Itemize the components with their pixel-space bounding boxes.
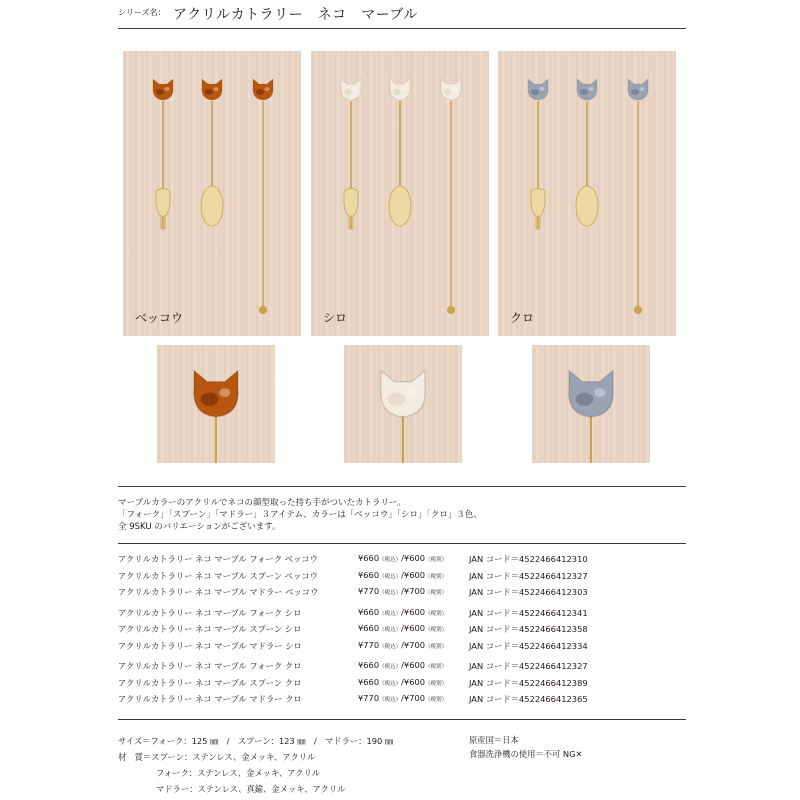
- jan-code: JAN コード＝4522466412341: [469, 608, 588, 618]
- price-tax-in: ¥660: [358, 553, 380, 563]
- jan-code: JAN コード＝4522466412327: [469, 571, 588, 581]
- price-tax-in: ¥660: [358, 677, 380, 687]
- cat-head-closeup: [532, 345, 650, 463]
- cutlery-set-illustration: [311, 51, 489, 336]
- description-line: 「フォーク」「スプーン」「マドラー」３アイテム、カラーは「ベッコウ」「シロ」「クロ」３色、: [118, 510, 482, 520]
- photo-shiro-set: [311, 51, 489, 336]
- product-price: [358, 586, 447, 596]
- cat-head-fork: [153, 79, 173, 100]
- jan-code: JAN コード＝4522466412365: [469, 694, 588, 704]
- jan-code: JAN コード＝4522466412303: [469, 587, 588, 597]
- product-price: [358, 677, 447, 687]
- product-price: [358, 607, 447, 617]
- cutlery-set-illustration: [498, 51, 676, 336]
- description-line: マーブルカラーのアクリルでネコの顔型取った持ち手がついたカトラリー。: [118, 498, 406, 508]
- tax-in-note: （税込）: [379, 681, 402, 687]
- jan-code: JAN コード＝4522466412327: [469, 661, 588, 671]
- cat-head-large: [381, 371, 425, 417]
- material-spec-spoon: [118, 749, 393, 765]
- cat-head-spoon: [577, 79, 597, 100]
- cat-head-closeup: [157, 345, 275, 463]
- price-tax-ex: /¥600: [401, 660, 426, 670]
- fork-head: [344, 189, 358, 230]
- product-price: [358, 640, 447, 650]
- jan-code: JAN コード＝4522466412310: [469, 554, 588, 564]
- madler-ball: [259, 306, 267, 314]
- description-divider: [118, 486, 686, 487]
- material-fork: フォーク：ステンレス、金メッキ、アクリル: [156, 768, 321, 778]
- price-tax-in: ¥660: [358, 607, 380, 617]
- cat-head-madler: [628, 79, 648, 100]
- product-name: アクリルカトラリー ネコ マーブル マドラー シロ: [118, 641, 302, 651]
- material-spoon: スプーン：ステンレス、金メッキ、アクリル: [151, 752, 316, 762]
- price-tax-in: ¥660: [358, 660, 380, 670]
- jan-code: JAN コード＝4522466412334: [469, 641, 588, 651]
- closeup-shiro: [344, 345, 462, 463]
- product-name: アクリルカトラリー ネコ マーブル スプーン ベッコウ: [118, 571, 318, 581]
- tax-ex-note: （税別）: [425, 697, 448, 703]
- price-tax-ex: /¥600: [401, 677, 426, 687]
- product-price: [358, 623, 447, 633]
- price-tax-ex: /¥700: [401, 586, 426, 596]
- tax-in-note: （税込）: [379, 611, 402, 617]
- material-label: 材 質＝: [118, 752, 152, 762]
- cat-head-fork: [341, 79, 361, 100]
- product-name: アクリルカトラリー ネコ マーブル スプーン シロ: [118, 624, 302, 634]
- cat-head-madler: [441, 79, 461, 100]
- price-tax-ex: /¥600: [401, 553, 426, 563]
- specs-divider: [118, 719, 686, 720]
- tax-ex-note: （税別）: [425, 681, 448, 687]
- description-line: 全 9SKU のバリエーションがございます。: [118, 522, 281, 532]
- product-price: [358, 660, 447, 670]
- tax-ex-note: （税別）: [425, 664, 448, 670]
- tax-ex-note: （税別）: [425, 574, 448, 580]
- product-name: アクリルカトラリー ネコ マーブル マドラー クロ: [118, 694, 302, 704]
- price-tax-ex: /¥700: [401, 693, 426, 703]
- photo-kuro-set: [498, 51, 676, 336]
- spoon-bowl: [389, 186, 411, 226]
- spec-block: [118, 733, 393, 797]
- cutlery-set-illustration: [123, 51, 301, 336]
- tax-ex-note: （税別）: [425, 557, 448, 563]
- tax-in-note: （税込）: [379, 644, 402, 650]
- price-tax-in: ¥770: [358, 640, 380, 650]
- cat-head-closeup: [344, 345, 462, 463]
- jan-code: JAN コード＝4522466412358: [469, 624, 588, 634]
- jan-code: JAN コード＝4522466412389: [469, 678, 588, 688]
- size-spec: サイズ＝フォーク：125 ㎜ / スプーン：123 ㎜ / マドラー：190 ㎜: [118, 736, 394, 746]
- product-name: アクリルカトラリー ネコ マーブル フォーク シロ: [118, 608, 302, 618]
- price-tax-in: ¥770: [358, 693, 380, 703]
- price-tax-in: ¥660: [358, 570, 380, 580]
- products-divider: [118, 543, 686, 544]
- header-divider: [118, 28, 686, 29]
- tax-in-note: （税込）: [379, 590, 402, 596]
- product-name: アクリルカトラリー ネコ マーブル マドラー ベッコウ: [118, 587, 319, 597]
- price-tax-ex: /¥600: [401, 623, 426, 633]
- cat-head-madler: [253, 79, 273, 100]
- spoon-bowl: [201, 186, 223, 226]
- material-spec-madler: [118, 781, 393, 797]
- series-name: アクリルカトラリー ネコ マーブル: [173, 7, 418, 23]
- cat-head-large: [194, 371, 238, 417]
- price-tax-ex: /¥600: [401, 570, 426, 580]
- material-madler: マドラー：ステンレス、真鍮、金メッキ、アクリル: [156, 784, 346, 794]
- closeup-kuro: [532, 345, 650, 463]
- product-price: [358, 570, 447, 580]
- origin-country: 原産国＝日本: [469, 735, 519, 745]
- tax-ex-note: （税別）: [425, 627, 448, 633]
- price-tax-in: ¥660: [358, 623, 380, 633]
- cat-head-spoon: [390, 79, 410, 100]
- product-name: アクリルカトラリー ネコ マーブル フォーク ベッコウ: [118, 554, 318, 564]
- origin-block: [469, 733, 583, 761]
- cat-head-large: [569, 371, 613, 417]
- product-price: [358, 693, 447, 703]
- cat-head-fork: [528, 79, 548, 100]
- product-name: アクリルカトラリー ネコ マーブル スプーン クロ: [118, 678, 302, 688]
- variant-label-bekko: ベッコウ: [135, 311, 184, 325]
- cat-head-spoon: [202, 79, 222, 100]
- tax-in-note: （税込）: [379, 627, 402, 633]
- spoon-bowl: [576, 186, 598, 226]
- photo-bekko-set: [123, 51, 301, 336]
- variant-label-kuro: クロ: [510, 311, 535, 325]
- closeup-bekko: [157, 345, 275, 463]
- product-description: [118, 497, 482, 533]
- dishwasher-note: 食器洗浄機の使用＝不可 NG✕: [469, 749, 583, 759]
- tax-ex-note: （税別）: [425, 611, 448, 617]
- tax-in-note: （税込）: [379, 697, 402, 703]
- madler-ball: [447, 306, 455, 314]
- tax-in-note: （税込）: [379, 557, 402, 563]
- tax-ex-note: （税別）: [425, 590, 448, 596]
- fork-head: [531, 189, 545, 230]
- price-tax-in: ¥770: [358, 586, 380, 596]
- variant-label-shiro: シロ: [323, 311, 348, 325]
- tax-in-note: （税込）: [379, 664, 402, 670]
- product-name: アクリルカトラリー ネコ マーブル フォーク クロ: [118, 661, 302, 671]
- fork-head: [156, 189, 170, 230]
- tax-ex-note: （税別）: [425, 644, 448, 650]
- madler-ball: [634, 306, 642, 314]
- series-label: シリーズ名：: [118, 8, 166, 17]
- price-tax-ex: /¥600: [401, 607, 426, 617]
- tax-in-note: （税込）: [379, 574, 402, 580]
- product-price: [358, 553, 447, 563]
- price-tax-ex: /¥700: [401, 640, 426, 650]
- material-spec-fork: [118, 765, 393, 781]
